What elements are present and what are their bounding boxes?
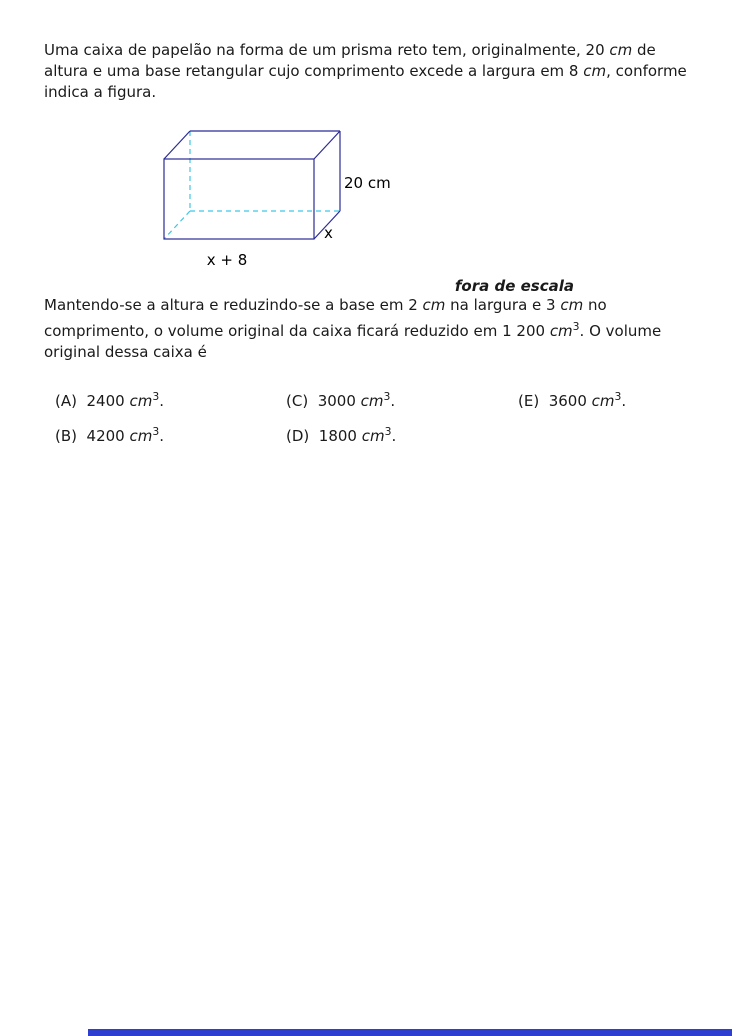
width-label: x + 8 [206, 251, 248, 269]
scale-note: fora de escala [454, 277, 574, 295]
option-b: (B) 4200 $cm^3$. [55, 425, 164, 445]
option-e: (E) 3600 $cm^3$. [518, 390, 627, 410]
prism-figure [160, 125, 590, 273]
option-d: (D) 1800 $cm^3$. [286, 425, 397, 445]
answer-options [55, 387, 690, 446]
height-label: 20 cm [344, 174, 391, 192]
problem-statement-question: Mantendo-se a altura e reduzindo-se a base em 2 cm na largura e 3 cm no comprimento, o volume original da caixa ficará reduzido em 1 200 $cm^3$. O volume original dessa caixa é [44, 296, 662, 361]
prism-box-drawing [160, 125, 590, 273]
depth-label: x [324, 224, 333, 242]
bottom-blue-bar [88, 1029, 732, 1036]
option-c: (C) 3000 $cm^3$. [286, 390, 396, 410]
option-a: (A) 2400 $cm^3$. [55, 390, 164, 410]
problem-statement-intro: Uma caixa de papelão na forma de um prisma reto tem, originalmente, 20 cm de altura e uma base retangular cujo comprimento excede a largura em 8 cm, conforme indica a figura. [44, 41, 687, 101]
